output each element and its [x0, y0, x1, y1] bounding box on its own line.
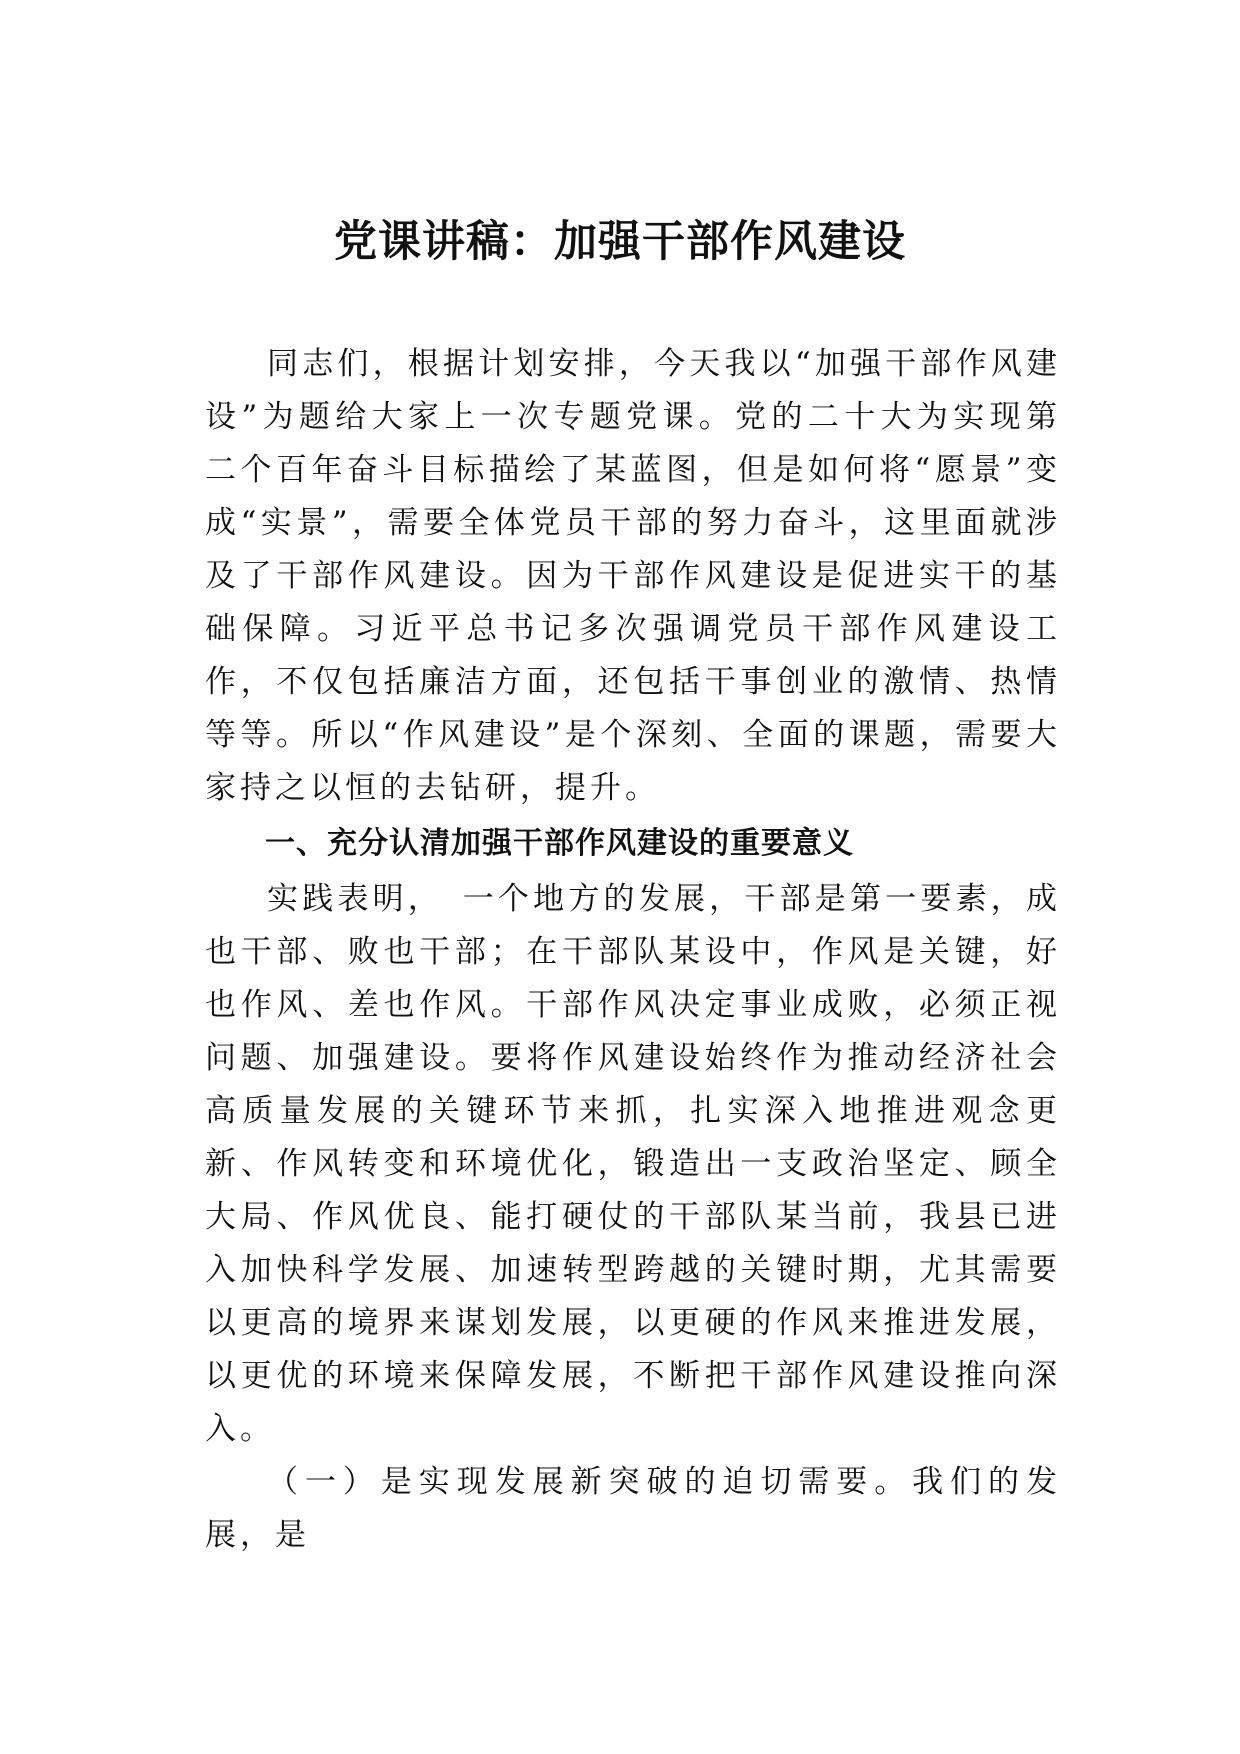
- document-body: [205, 338, 1061, 1562]
- intro-paragraph: 同志们，根据计划安排，今天我以“加强干部作风建设”为题给大家上一次专题党课。党的二十大为实现第二个百年奋斗目标描绘了某蓝图，但是如何将“愿景”变成“实景”，需要全体党员干部的努力奋斗，这里面就涉及了干部作风建设。因为干部作风建设是促进实干的基础保障。习近平总书记多次强调党员干部作风建设工作，不仅包括廉洁方面，还包括干事创业的激情、热情等等。所以“作风建设”是个深刻、全面的课题，需要大家持之以恒的去钻研，提升。: [205, 346, 1061, 806]
- section-heading: 一、充分认清加强干部作风建设的重要意义: [265, 826, 854, 861]
- subsection-paragraph: （一）是实现发展新突破的迫切需要。我们的发展，是: [205, 1464, 1061, 1553]
- document-title: 党课讲稿：加强干部作风建设: [334, 217, 906, 267]
- section-paragraph: 实践表明， 一个地方的发展，干部是第一要素，成也干部、败也干部；在干部队某设中，作风是关键，好也作风、差也作风。干部作风决定事业成败，必须正视问题、加强建设。要将作风建设始终作为推动经济社会高质量发展的关键环节来抓，扎实深入地推进观念更新、作风转变和环境优化，锻造出一支政治坚定、顾全大局、作风优良、能打硬仗的干部队某当前，我县已进入加快科学发展、加速转型跨越的关键时期，尤其需要以更高的境界来谋划发展，以更硬的作风来推进发展，以更优的环境来保障发展，不断把干部作风建设推向深入。: [205, 881, 1061, 1447]
